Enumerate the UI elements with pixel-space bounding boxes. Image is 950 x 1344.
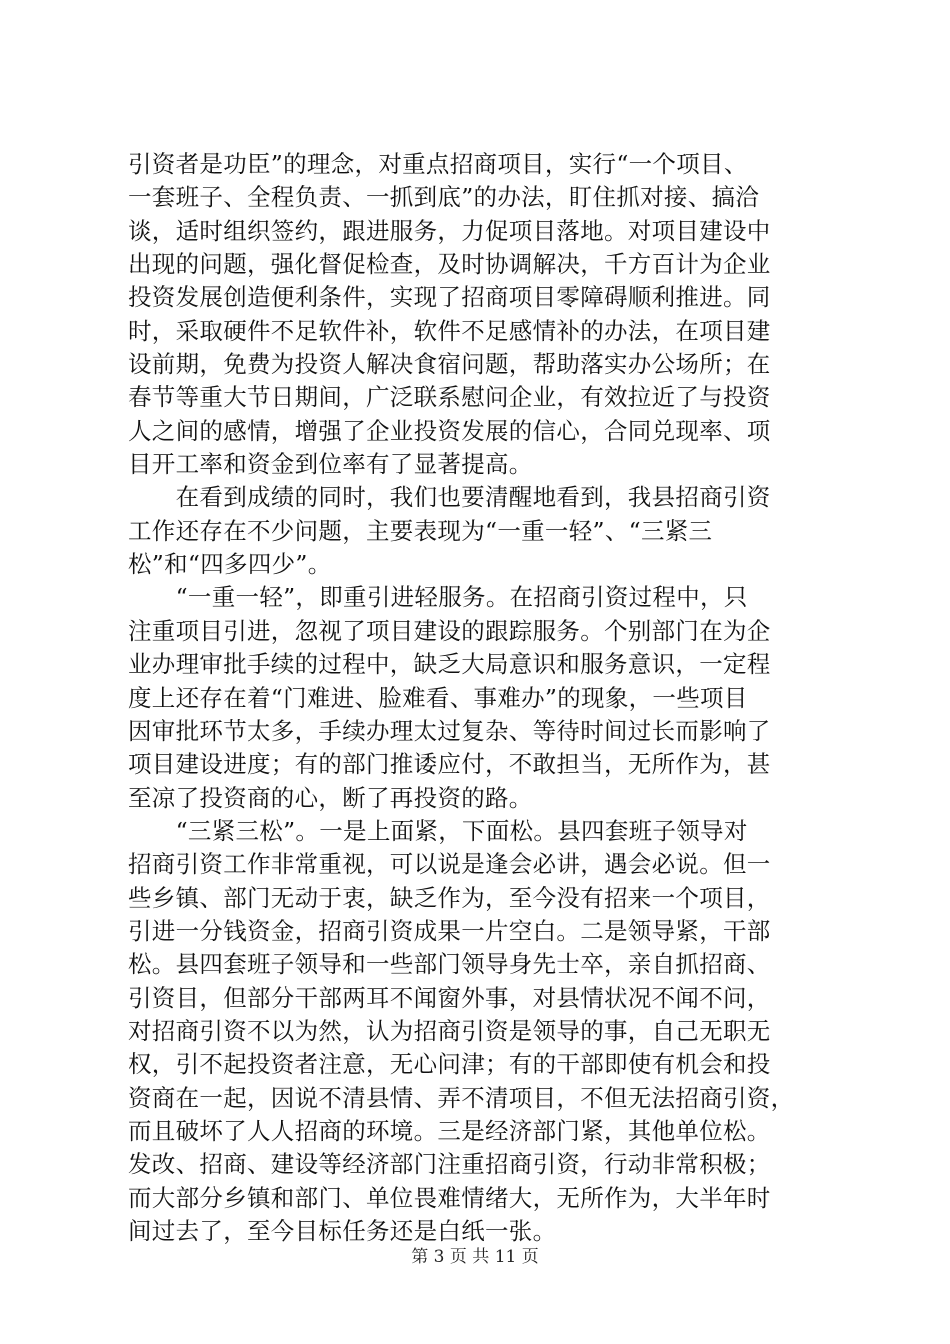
text-line: 权，引不起投资者注意，无心问津；有的干部即使有机会和投	[128, 1050, 771, 1079]
text-line: 设前期，免费为投资人解决食宿问题，帮助落实办公场所；在	[128, 350, 771, 379]
text-line: 业办理审批手续的过程中，缺乏大局意识和服务意识，一定程	[128, 650, 771, 679]
text-line: “一重一轻”，即重引进轻服务。在招商引资过程中，只	[128, 583, 748, 612]
text-line: 对招商引资不以为然，认为招商引资是领导的事，自己无职无	[128, 1016, 771, 1045]
text-line: 一套班子、全程负责、一抓到底”的办法，盯住抓对接、搞洽	[128, 183, 760, 212]
text-line: 在看到成绩的同时，我们也要清醒地看到，我县招商引资	[128, 483, 771, 512]
text-line: 度上还存在着“门难进、脸难看、事难办”的现象，一些项目	[128, 683, 748, 712]
text-line: 人之间的感情，增强了企业投资发展的信心，合同兑现率、项	[128, 416, 771, 445]
text-line: 注重项目引进，忽视了项目建设的跟踪服务。个别部门在为企	[128, 616, 771, 645]
text-line: 谈，适时组织签约，跟进服务，力促项目落地。对项目建设中	[128, 216, 771, 245]
text-line: 目开工率和资金到位率有了显著提高。	[128, 450, 533, 479]
body-text	[128, 148, 848, 1248]
page-number-footer: 第 3 页 共 11 页	[411, 1247, 539, 1267]
text-line: 而且破坏了人人招商的环境。三是经济部门紧，其他单位松。	[128, 1116, 771, 1145]
text-line: 春节等重大节日期间，广泛联系慰问企业，有效拉近了与投资	[128, 383, 771, 412]
text-line: 招商引资工作非常重视，可以说是逢会必讲，遇会必说。但一	[128, 850, 771, 879]
text-line: 因审批环节太多，手续办理太过复杂、等待时间过长而影响了	[128, 716, 771, 745]
text-line: 而大部分乡镇和部门、单位畏难情绪大，无所作为，大半年时	[128, 1183, 771, 1212]
text-line: 松。县四套班子领导和一些部门领导身先士卒，亲自抓招商、	[128, 950, 771, 979]
text-line: 引资目，但部分干部两耳不闻窗外事，对县情状况不闻不问，	[128, 983, 771, 1012]
text-line: 些乡镇、部门无动于衷，缺乏作为，至今没有招来一个项目，	[128, 883, 771, 912]
text-line: 至凉了投资商的心，断了再投资的路。	[128, 783, 533, 812]
text-line: 引资者是功臣”的理念，对重点招商项目，实行“一个项目、	[128, 150, 748, 178]
text-line: 资商在一起，因说不清县情、弄不清项目，不但无法招商引资，	[128, 1083, 795, 1112]
text-line: 项目建设进度；有的部门推诿应付，不敢担当，无所作为，甚	[128, 750, 771, 779]
text-line: 出现的问题，强化督促检查，及时协调解决，千方百计为企业	[128, 250, 771, 279]
text-line: 松”和“四多四少”。	[128, 550, 332, 579]
text-line: 引进一分钱资金，招商引资成果一片空白。二是领导紧，干部	[128, 916, 771, 945]
text-line: 发改、招商、建设等经济部门注重招商引资，行动非常积极；	[128, 1150, 771, 1179]
text-line: 时，采取硬件不足软件补，软件不足感情补的办法，在项目建	[128, 316, 771, 345]
text-line: “三紧三松”。一是上面紧，下面松。县四套班子领导对	[128, 816, 748, 845]
text-line: 工作还存在不少问题，主要表现为“一重一轻”、“三紧三	[128, 516, 713, 545]
text-line: 投资发展创造便利条件，实现了招商项目零障碍顺利推进。同	[128, 283, 771, 312]
text-line: 间过去了，至今目标任务还是白纸一张。	[128, 1217, 557, 1245]
